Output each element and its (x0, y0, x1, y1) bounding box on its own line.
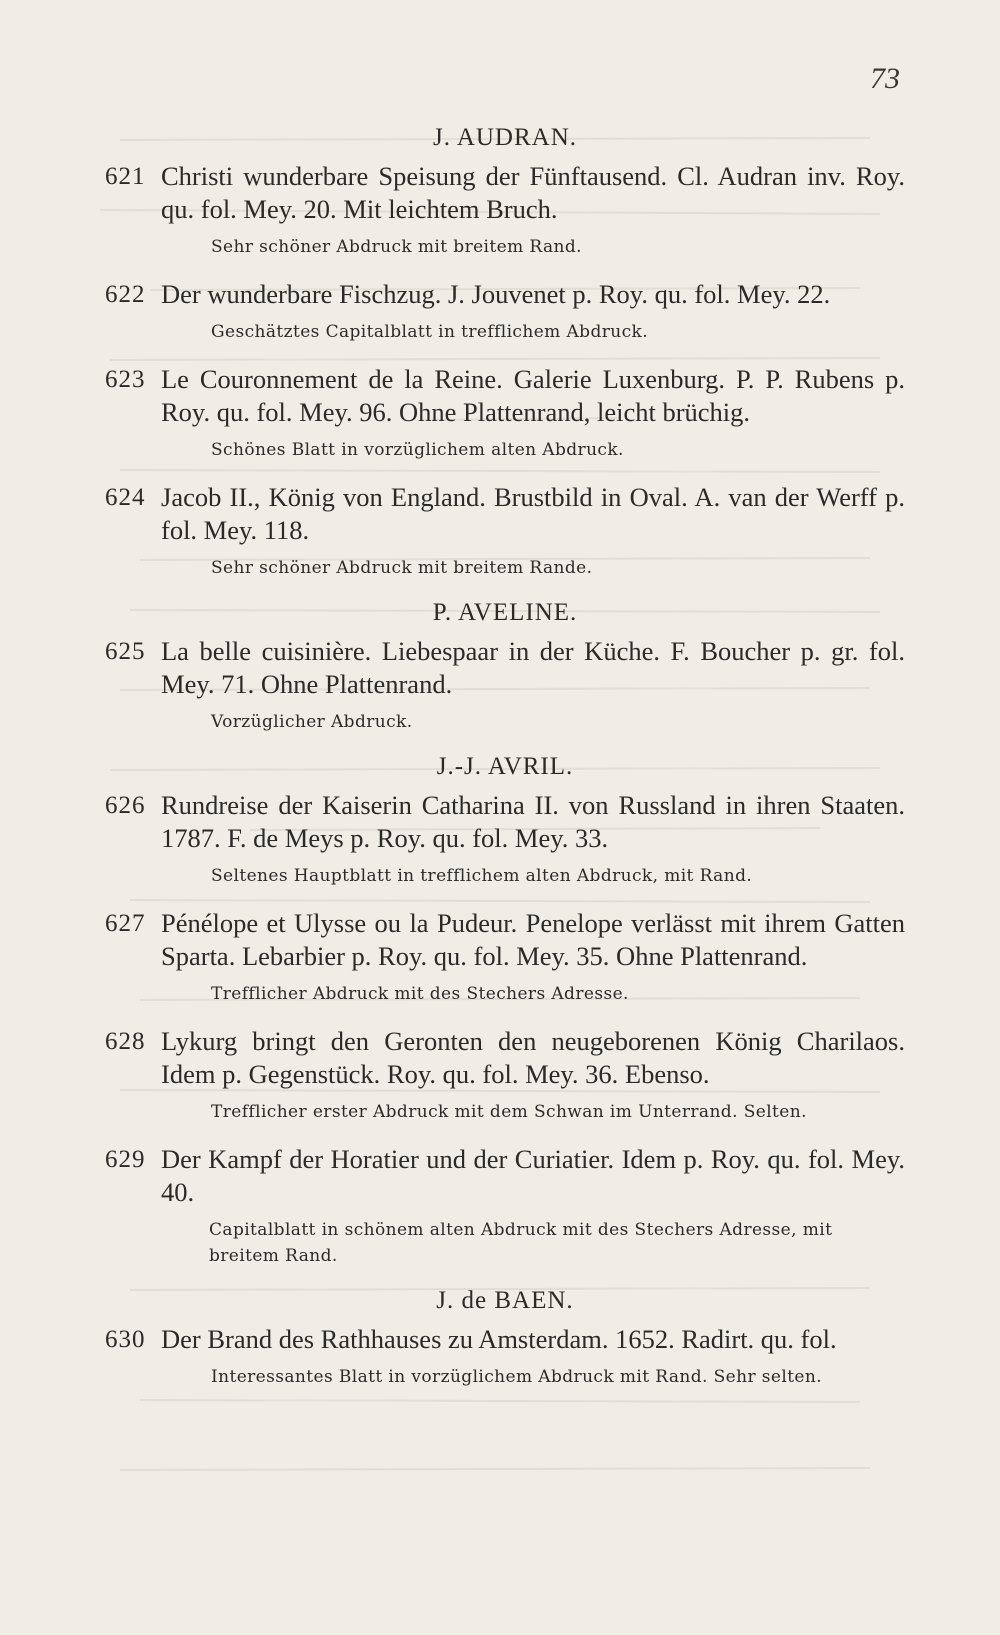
entry-description: Pénélope et Ulysse ou la Pudeur. Penelope verlässt mit ihrem Gatten Sparta. Lebarbier p. Roy. qu. fol. Mey. 35. Ohne Plattenrand. (161, 908, 905, 971)
entry-description: Rundreise der Kaiserin Catharina II. von Russland in ihren Staaten. 1787. F. de Meys p. Roy. qu. fol. Mey. 33. (161, 790, 905, 853)
entry-number: 628 (105, 1028, 146, 1055)
entry-description: Le Couronnement de la Reine. Galerie Luxenburg. P. P. Rubens p. Roy. qu. fol. Mey. 96. Ohne Plattenrand, leicht brüchig. (161, 364, 905, 427)
entry-description: La belle cuisinière. Liebespaar in der Küche. F. Boucher p. gr. fol. Mey. 71. Ohne Plattenrand. (161, 636, 905, 699)
catalog-entry-627 (105, 907, 905, 1015)
entry-number: 622 (105, 281, 146, 308)
section-heading-avril: J.-J. AVRIL. (436, 753, 574, 780)
entry-remark: Interessantes Blatt in vorzüglichem Abdruck mit Rand. Sehr selten. (211, 1367, 823, 1387)
entry-number: 630 (105, 1326, 146, 1353)
page-number: 73 (870, 62, 900, 95)
entry-description: Der Kampf der Horatier und der Curiatier. Idem p. Roy. qu. fol. Mey. 40. (161, 1144, 905, 1207)
entry-description: Lykurg bringt den Geronten den neugeborenen König Charilaos. Idem p. Gegenstück. Roy. qu. fol. Mey. 36. Ebenso. (161, 1026, 905, 1089)
catalog-entry-629 (105, 1143, 905, 1277)
catalog-entry-626 (105, 789, 905, 897)
catalog-entry-625 (105, 635, 905, 743)
catalog-entry-628 (105, 1025, 905, 1133)
entry-description: Der wunderbare Fischzug. J. Jouvenet p. Roy. qu. fol. Mey. 22. (161, 279, 831, 309)
section-heading-audran: J. AUDRAN. (432, 124, 578, 151)
entry-number: 621 (105, 163, 146, 190)
entry-description: Christi wunderbare Speisung der Fünftausend. Cl. Audran inv. Roy. qu. fol. Mey. 20. Mit leichtem Bruch. (161, 161, 905, 224)
entry-number: 626 (105, 792, 146, 819)
entry-description: Jacob II., König von England. Brustbild in Oval. A. van der Werff p. fol. Mey. 118. (161, 482, 905, 545)
entry-number: 625 (105, 638, 146, 665)
section-heading-aveline: P. AVELINE. (432, 599, 578, 626)
entry-number: 624 (105, 484, 146, 511)
section-heading-baen: J. de BAEN. (436, 1287, 574, 1314)
entry-remark: Trefflicher erster Abdruck mit dem Schwan im Unterrand. Selten. (211, 1102, 807, 1122)
catalog-content (105, 118, 905, 1408)
entry-number: 629 (105, 1146, 146, 1173)
entry-remark: Geschätztes Capitalblatt in trefflichem Abdruck. (211, 322, 649, 342)
catalog-entry-621 (105, 160, 905, 268)
entry-number: 627 (105, 910, 146, 937)
entry-remark: Schönes Blatt in vorzüglichem alten Abdruck. (211, 440, 624, 460)
catalog-entry-622 (105, 278, 905, 353)
entry-number: 623 (105, 366, 146, 393)
catalog-entry-624 (105, 481, 905, 589)
entry-remark: Sehr schöner Abdruck mit breitem Rande. (211, 558, 593, 578)
entry-remark: Trefflicher Abdruck mit des Stechers Adresse. (211, 984, 629, 1004)
entry-description: Der Brand des Rathhauses zu Amsterdam. 1652. Radirt. qu. fol. (161, 1324, 837, 1354)
entry-remark: Capitalblatt in schönem alten Abdruck mit des Stechers Adresse, mit breitem Rand. (209, 1220, 833, 1266)
catalog-entry-623 (105, 363, 905, 471)
entry-remark: Sehr schöner Abdruck mit breitem Rand. (211, 237, 582, 257)
catalog-entry-630 (105, 1323, 905, 1398)
entry-remark: Vorzüglicher Abdruck. (211, 712, 413, 732)
entry-remark: Seltenes Hauptblatt in trefflichem alten Abdruck, mit Rand. (211, 866, 753, 886)
